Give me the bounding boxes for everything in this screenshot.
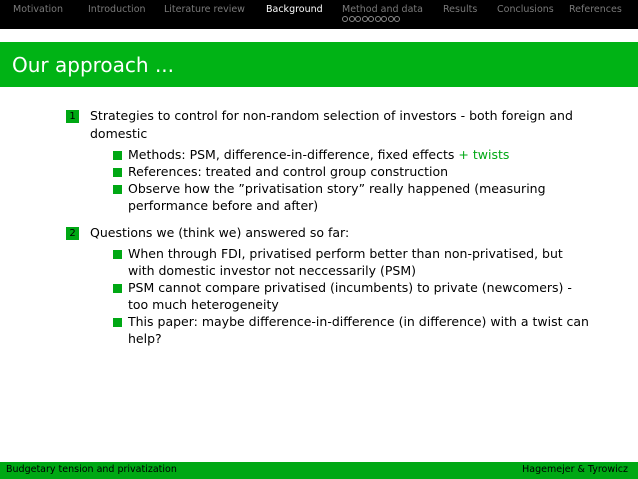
- subitem-2-3-line-2: help?: [128, 331, 162, 346]
- frame-dot[interactable]: [355, 16, 361, 22]
- bullet-square: [113, 284, 122, 293]
- subitem-2-1-line-1: When through FDI, privatised perform better than non-privatised, but: [128, 246, 563, 261]
- frame-title: Our approach ...: [12, 53, 175, 77]
- bullet-square: [113, 250, 122, 259]
- nav-item-motivation[interactable]: Motivation: [13, 4, 64, 15]
- section-navigation-bar: [0, 0, 638, 29]
- subitem-1-3-line-1: Observe how the ”privatisation story” really happened (measuring: [128, 181, 546, 196]
- subitem-2-3-line-1: This paper: maybe difference-in-difference (in difference) with a twist can: [128, 314, 589, 329]
- bullet-square: [113, 168, 122, 177]
- enumeration-marker-1: 1: [66, 110, 79, 123]
- footer-bar: [0, 462, 638, 479]
- frame-dot[interactable]: [381, 16, 387, 22]
- title-band: [0, 42, 638, 87]
- subitem-1-2: References: treated and control group construction: [128, 164, 449, 179]
- frame-dot[interactable]: [388, 16, 394, 22]
- frame-dot[interactable]: [342, 16, 348, 22]
- frame-dot[interactable]: [394, 16, 400, 22]
- footer-talk-title: Budgetary tension and privatization: [6, 464, 177, 475]
- nav-item-references[interactable]: References: [569, 4, 622, 15]
- subitem-1-3-line-2: performance before and after): [128, 198, 319, 213]
- subitem-2-2-line-2: too much heterogeneity: [128, 297, 279, 312]
- nav-item-results[interactable]: Results: [443, 4, 478, 15]
- footer-authors: Hagemejer & Tyrowicz: [522, 464, 628, 475]
- nav-item-method-and-data[interactable]: Method and data: [342, 4, 423, 15]
- frame-dot[interactable]: [362, 16, 368, 22]
- nav-item-literature-review[interactable]: Literature review: [164, 4, 245, 15]
- subitem-2-2-line-1: PSM cannot compare privatised (incumbents) to private (newcomers) -: [128, 280, 572, 295]
- subitem-1-1-text: Methods: PSM, difference-in-difference, fixed effects: [128, 147, 455, 162]
- nav-item-conclusions[interactable]: Conclusions: [497, 4, 554, 15]
- bullet-square: [113, 185, 122, 194]
- subitem-1-1: [128, 146, 509, 164]
- item-1-line-1: Strategies to control for non-random selection of investors - both foreign and: [90, 108, 573, 123]
- twists-note: + twists: [454, 147, 510, 162]
- nav-item-introduction[interactable]: Introduction: [88, 4, 146, 15]
- nav-item-background[interactable]: Background: [266, 4, 323, 15]
- frame-dot[interactable]: [349, 16, 355, 22]
- frame-dot[interactable]: [375, 16, 381, 22]
- enumeration-marker-2: 2: [66, 227, 79, 240]
- item-2-line-1: Questions we (think we) answered so far:: [90, 225, 350, 240]
- bullet-square: [113, 151, 122, 160]
- subitem-2-1-line-2: with domestic investor not neccessarily (PSM): [128, 263, 416, 278]
- bullet-square: [113, 318, 122, 327]
- frame-dot[interactable]: [368, 16, 374, 22]
- frame-progress-dots: [342, 16, 400, 24]
- item-1-line-2: domestic: [90, 126, 148, 141]
